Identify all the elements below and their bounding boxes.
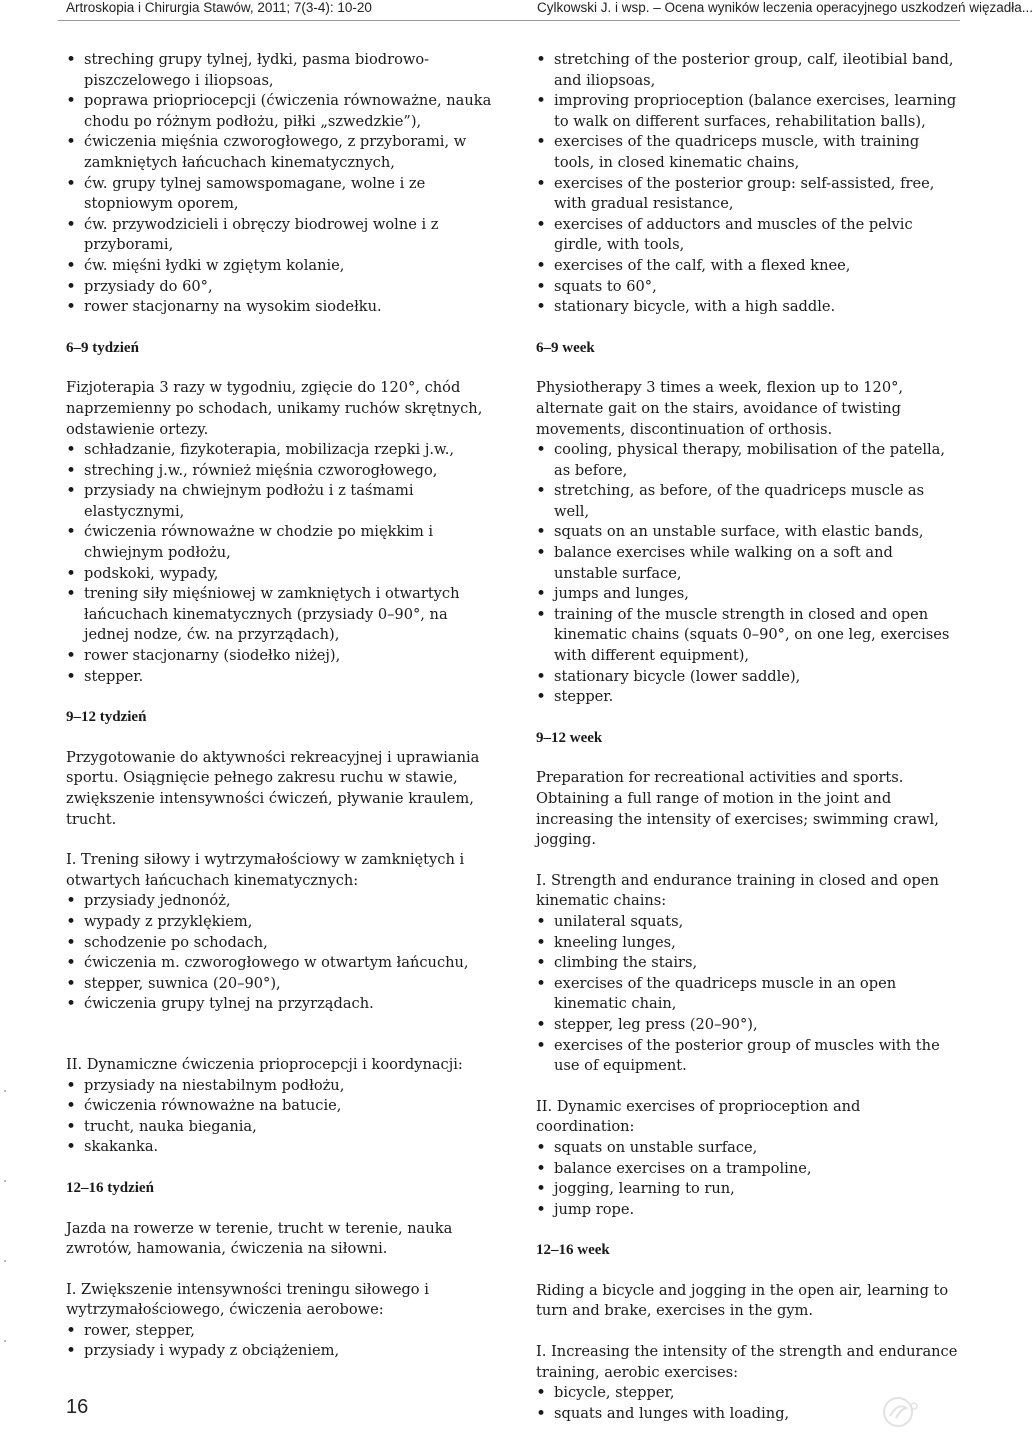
section-heading-week-12: 12–16 tydzień — [66, 1179, 154, 1196]
list-item: • unilateral squats, — [536, 912, 960, 933]
week-6-list — [536, 440, 960, 708]
list-item: • streching j.w., również mięśnia czworogłowego, — [66, 461, 492, 482]
list-item: • schodzenie po schodach, — [66, 933, 492, 954]
list-item: • ćw. grupy tylnej samowspomagane, wolne i ze stopniowym oporem, — [66, 174, 492, 215]
paragraph: Riding a bicycle and jogging in the open air, learning to turn and brake, exercises in the gym. — [536, 1281, 949, 1320]
list-item: • stepper. — [536, 687, 960, 708]
list-item: • stretching, as before, of the quadriceps muscle as well, — [536, 481, 960, 522]
week-6-list — [66, 440, 492, 687]
list-item: • stationary bicycle, with a high saddle. — [536, 297, 960, 318]
list-item: • stationary bicycle (lower saddle), — [536, 667, 960, 688]
section-heading-week-12: 12–16 week — [536, 1242, 610, 1259]
paragraph: Jazda na rowerze w terenie, trucht w terenie, nauka zwrotów, hamowania, ćwiczenia na siłowni. — [66, 1219, 453, 1258]
polish-column — [66, 50, 492, 1362]
list-item: • exercises of the quadriceps muscle in an open kinematic chain, — [536, 974, 960, 1015]
list-item: • balance exercises on a trampoline, — [536, 1159, 960, 1180]
list-item: • bicycle, stepper, — [536, 1383, 960, 1404]
list-item: • stepper. — [66, 667, 492, 688]
list-item: • jogging, learning to run, — [536, 1179, 960, 1200]
publisher-logo-icon — [878, 1396, 924, 1428]
list-item: • climbing the stairs, — [536, 953, 960, 974]
list-item: • stepper, leg press (20–90°), — [536, 1015, 960, 1036]
list-item: • exercises of the posterior group of muscles with the use of equipment. — [536, 1036, 960, 1077]
list-item: • improving proprioception (balance exercises, learning to walk on different surfaces, rehabilitation balls), — [536, 91, 960, 132]
paragraph: I. Strength and endurance training in closed and open kinematic chains: — [536, 871, 939, 910]
list-item: • poprawa priopriocepcji (ćwiczenia równoważne, nauka chodu po różnym podłożu, piłki „szwedzkie”), — [66, 91, 492, 132]
list-item: • rower, stepper, — [66, 1321, 492, 1342]
list-item: • podskoki, wypady, — [66, 564, 492, 585]
list-item: • squats on an unstable surface, with elastic bands, — [536, 522, 960, 543]
list-item: • rower stacjonarny (siodełko niżej), — [66, 646, 492, 667]
margin-mark — [4, 1180, 6, 1182]
list-item: • training of the muscle strength in closed and open kinematic chains (squats 0–90°, on one leg, exercises with different equipment), — [536, 605, 960, 667]
list-item: • ćw. przywodzicieli i obręczy biodrowej wolne i z przyborami, — [66, 215, 492, 256]
list-item: • stretching of the posterior group, calf, ileotibial band, and iliopsoas, — [536, 50, 960, 91]
list-item: • przysiady do 60°, — [66, 277, 492, 298]
header-rule — [58, 20, 960, 21]
running-header — [0, 0, 1033, 20]
list-item: • squats and lunges with loading, — [536, 1404, 960, 1425]
week-12-list — [66, 1321, 492, 1362]
list-item: • cooling, physical therapy, mobilisation of the patella, as before, — [536, 440, 960, 481]
section-heading-week-6: 6–9 week — [536, 339, 595, 356]
list-item: • trucht, nauka biegania, — [66, 1117, 492, 1138]
paragraph: II. Dynamic exercises of proprioception and coordination: — [536, 1097, 861, 1136]
list-item: • exercises of adductors and muscles of the pelvic girdle, with tools, — [536, 215, 960, 256]
intro-list — [66, 50, 492, 318]
week-9-list-1 — [66, 891, 492, 1015]
section-heading-week-6: 6–9 tydzień — [66, 339, 139, 356]
list-item: • stepper, suwnica (20–90°), — [66, 974, 492, 995]
paragraph: Physiotherapy 3 times a week, flexion up to 120°, alternate gait on the stairs, avoidance of twisting movements, discontinuation of orthosis. — [536, 379, 904, 438]
list-item: • squats to 60°, — [536, 277, 960, 298]
list-item: • schładzanie, fizykoterapia, mobilizacja rzepki j.w., — [66, 440, 492, 461]
list-item: • przysiady i wypady z obciążeniem, — [66, 1341, 492, 1362]
list-item: • ćwiczenia mięśnia czworogłowego, z przyborami, w zamkniętych łańcuchach kinematycznych, — [66, 132, 492, 173]
list-item: • trening siły mięśniowej w zamkniętych i otwartych łańcuchach kinematycznych (przysiady 0–90°, na jednej nodze, ćw. na przyrządach), — [66, 584, 492, 646]
week-9-list-2 — [536, 1138, 960, 1220]
list-item: • ćwiczenia grupy tylnej na przyrządach. — [66, 994, 492, 1015]
paragraph: I. Zwiększenie intensywności treningu siłowego i wytrzymałościowego, ćwiczenia aerobowe: — [66, 1280, 429, 1319]
week-9-list-1 — [536, 912, 960, 1077]
week-9-list-2 — [66, 1076, 492, 1158]
list-item: • balance exercises while walking on a soft and unstable surface, — [536, 543, 960, 584]
paragraph: I. Increasing the intensity of the strength and endurance training, aerobic exercises: — [536, 1343, 958, 1381]
intro-list — [536, 50, 960, 318]
list-item: • przysiady jednonóż, — [66, 891, 492, 912]
section-heading-week-9: 9–12 week — [536, 729, 603, 746]
english-column — [536, 50, 960, 1424]
journal-citation: Artroskopia i Chirurgia Stawów, 2011; 7(3-4): 10-20 — [66, 0, 372, 15]
list-item: • exercises of the calf, with a flexed knee, — [536, 256, 960, 277]
list-item: • exercises of the posterior group: self-assisted, free, with gradual resistance, — [536, 174, 960, 215]
paragraph: Przygotowanie do aktywności rekreacyjnej i uprawiania sportu. Osiągnięcie pełnego zakresu ruchu w stawie, zwiększenie intensywności ćwiczeń, pływanie kraulem, trucht. — [66, 748, 480, 828]
article-running-title: Cylkowski J. i wsp. – Ocena wyników leczenia operacyjnego uszkodzeń więzadła... — [537, 0, 1033, 15]
list-item: • ćwiczenia m. czworogłowego w otwartym łańcuchu, — [66, 953, 492, 974]
list-item: • jump rope. — [536, 1200, 960, 1221]
list-item: • exercises of the quadriceps muscle, with training tools, in closed kinematic chains, — [536, 132, 960, 173]
margin-mark — [4, 1340, 6, 1342]
paragraph: Preparation for recreational activities and sports. Obtaining a full range of motion in the joint and increasing the intensity of exercises; swimming crawl, jogging. — [536, 769, 939, 849]
section-heading-week-9: 9–12 tydzień — [66, 709, 147, 726]
margin-mark — [4, 1090, 6, 1092]
list-item: • przysiady na niestabilnym podłożu, — [66, 1076, 492, 1097]
list-item: • rower stacjonarny na wysokim siodełku. — [66, 297, 492, 318]
list-item: • ćwiczenia równoważne na batucie, — [66, 1096, 492, 1117]
list-item: • skakanka. — [66, 1137, 492, 1158]
list-item: • streching grupy tylnej, łydki, pasma biodrowo-piszczelowego i iliopsoas, — [66, 50, 492, 91]
paragraph: II. Dynamiczne ćwiczenia prioprocepcji i koordynacji: — [66, 1055, 463, 1073]
list-item: • wypady z przyklękiem, — [66, 912, 492, 933]
list-item: • przysiady na chwiejnym podłożu i z taśmami elastycznymi, — [66, 481, 492, 522]
list-item: • squats on unstable surface, — [536, 1138, 960, 1159]
list-item: • kneeling lunges, — [536, 933, 960, 954]
list-item: • ćwiczenia równoważne w chodzie po miękkim i chwiejnym podłożu, — [66, 522, 492, 563]
margin-mark — [4, 1260, 6, 1262]
paragraph: I. Trening siłowy i wytrzymałościowy w zamkniętych i otwartych łańcuchach kinematycznych: — [66, 851, 465, 889]
list-item: • ćw. mięśni łydki w zgiętym kolanie, — [66, 256, 492, 277]
list-item: • jumps and lunges, — [536, 584, 960, 605]
page-number: 16 — [66, 1396, 89, 1418]
paragraph: Fizjoterapia 3 razy w tygodniu, zgięcie do 120°, chód naprzemienny po schodach, unikamy ruchów skrętnych, odstawienie ortezy. — [66, 379, 483, 438]
